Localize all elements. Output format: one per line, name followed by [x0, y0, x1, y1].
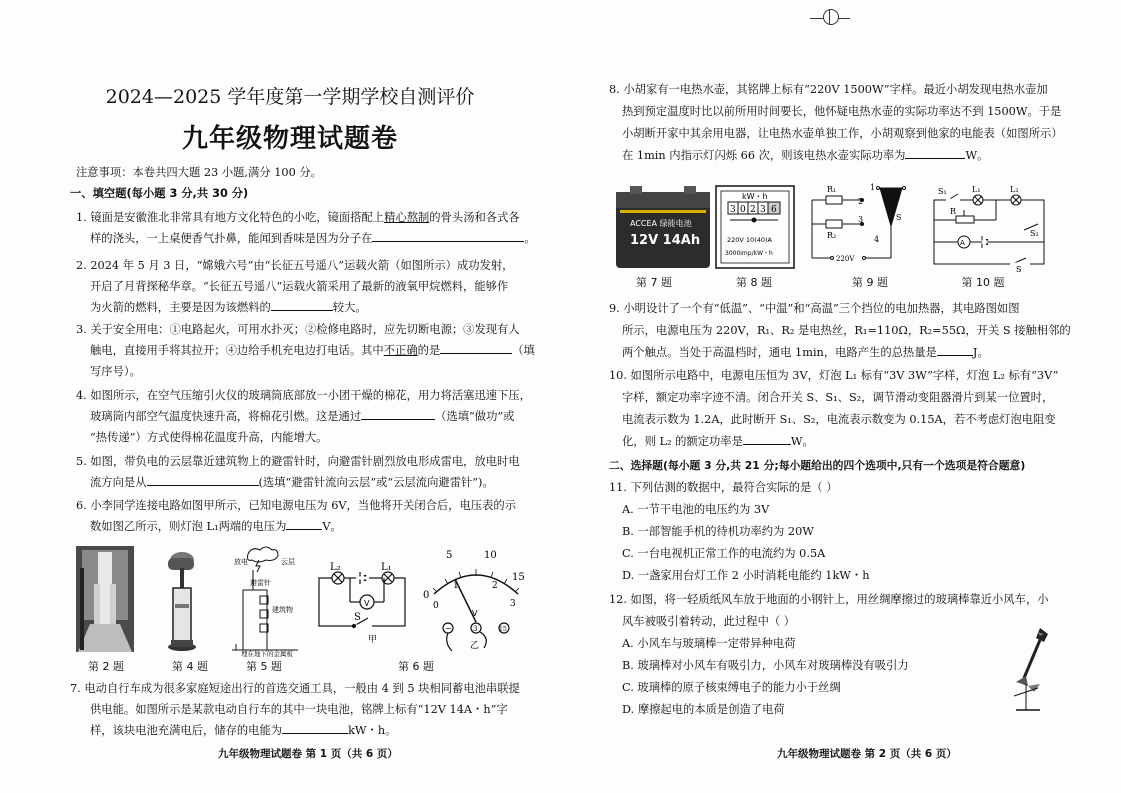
- meter-v-label: V: [472, 609, 478, 618]
- q1-answer-blank[interactable]: [372, 228, 524, 242]
- q4-line2: 玻璃筒内部空气温度快速升高，将棉花引燃。这是通过 （选填“做功”或: [90, 406, 514, 427]
- q5-line2: 流方向是从 (选填“避雷针流向云层”或“云层流向避雷针”)。: [90, 472, 494, 493]
- circuit-jia: [319, 572, 405, 628]
- q6-line1: 6. 小李同学连接电路如图甲所示，已知电源电压为 6V，当他将开关闭合后，电压表的示: [76, 499, 516, 512]
- battery-brand: ACCEA 绿能电池: [630, 219, 692, 228]
- caption-q8: 第 8 题: [736, 276, 772, 289]
- q4-line1: 4. 如图所示，在空气压缩引火仪的玻璃筒底部放一小团干燥的棉花，用力将活塞迅速下压，: [76, 389, 531, 402]
- q2-line2: 开启了月背探秘华章。“长征五号遥八”运载火箭采用了最新的液氧甲烷燃料，能够作: [90, 280, 509, 293]
- meter-small-1: 1: [453, 581, 459, 591]
- label-q10-s: S: [1016, 265, 1022, 274]
- q7-answer-blank[interactable]: [282, 720, 348, 734]
- q7-line1: 7. 电动自行车成为很多家庭短途出行的首选交通工具，一般由 4 到 5 块相同蓄电池串联提: [70, 682, 520, 695]
- q1-line2: 样的浇头，一上桌便香气扑鼻，能闻到香味是因为分子在 。: [90, 228, 536, 249]
- caption-q4: 第 4 题: [172, 660, 208, 673]
- meter-big-10: 10: [484, 550, 497, 561]
- q3-line2: 触电，直接用手将其拉开；④边给手机充电边打电话。其中不正确的是 （填: [90, 340, 535, 361]
- label-ground-plate: 埋在地下的金属板: [241, 650, 293, 658]
- q5-line1: 5. 如图，带负电的云层靠近建筑物上的避雷针时，向避雷针剧烈放电形成雷电，放电时电: [76, 455, 520, 468]
- battery-spec: 12V 14Ah: [630, 233, 701, 248]
- label-q10-l2: L₂: [1010, 185, 1019, 194]
- label-s2: S₂: [1030, 229, 1039, 238]
- q3-line3: 写序号）。: [90, 365, 141, 378]
- label-220v: 220V: [836, 255, 855, 263]
- page2-footer: 九年级物理试题卷 第 2 页（共 6 页）: [777, 748, 957, 760]
- q2-answer-blank[interactable]: [271, 297, 333, 311]
- q10-line4: 化，则 L₂ 的额定功率是 W。: [622, 431, 814, 452]
- q7-line2: 供电能。如图所示是某款电动自行车的其中一块电池，铭牌上标有“12V 14A・h”字: [90, 703, 508, 716]
- section-2-heading: 二、选择题(每小题 3 分,共 21 分;每小题给出的四个选项中,只有一个选项是符合题意): [609, 459, 1026, 472]
- contact-2: 2: [858, 197, 864, 206]
- q6-answer-blank[interactable]: [286, 516, 322, 530]
- label-v: V: [364, 599, 370, 608]
- meter-big-5: 5: [446, 550, 453, 561]
- meter-small-2: 2: [492, 581, 498, 591]
- q8-line4: 在 1min 内指示灯闪烁 66 次，则该电热水壶实际功率为 W。: [622, 145, 988, 166]
- q9-line2: 所示，电源电压为 220V，R₁、R₂ 是电热丝，R₁=110Ω，R₂=55Ω，开关 S 接触相邻的: [622, 324, 1071, 337]
- label-s: S: [354, 612, 361, 623]
- terminal-minus: −: [445, 624, 452, 633]
- meter-spec: 220V 10(40)A: [727, 236, 772, 244]
- pinwheel-figure: [1010, 626, 1054, 718]
- label-r1: R₁: [827, 185, 837, 194]
- q12-line1: 12. 如图，将一轻质纸风车放于地面的小钢针上，用丝绸摩擦过的玻璃棒靠近小风车，小: [609, 593, 1049, 606]
- label-r2: R₂: [827, 231, 837, 240]
- caption-q7: 第 7 题: [636, 276, 672, 289]
- label-ammeter: A: [960, 239, 965, 247]
- label-yi: 乙: [470, 641, 480, 651]
- label-rod: 避雷针: [250, 579, 271, 587]
- q9-answer-blank[interactable]: [937, 342, 973, 356]
- q10-answer-blank[interactable]: [743, 431, 791, 445]
- notice: 注意事项：本卷共四大题 23 小题,满分 100 分。: [76, 166, 322, 179]
- q10-line1: 10. 如图所示电路中，电源电压恒为 3V，灯泡 L₁ 标有“3V 3W”字样，灯泡 L₂ 标有“3V”: [609, 369, 1059, 382]
- label-building: 建筑物: [272, 606, 293, 614]
- q8-line2: 热到预定温度时比以前所用时间要长，他怀疑电热水壶的实际功率达不到 1500W。于是: [622, 105, 1062, 118]
- meter-digit-2: 0: [740, 205, 746, 215]
- label-discharge: 放电: [234, 558, 248, 566]
- q8-line3: 小胡断开家中其余用电器，让电热水壶单独工作，小胡观察到他家的电能表（如图所示）: [622, 127, 1063, 140]
- q8-answer-blank[interactable]: [905, 145, 965, 159]
- q11-stem: 11. 下列估测的数据中，最符合实际的是（ ）: [609, 481, 838, 494]
- q6-line2: 数如图乙所示，则灯泡 L₁两端的电压为 V。: [90, 516, 342, 537]
- meter-big-0: 0: [423, 590, 430, 601]
- meter-digit-4: 3: [760, 205, 766, 215]
- caption-q9: 第 9 题: [852, 276, 888, 289]
- label-cloud: 云层: [281, 558, 295, 566]
- switch-s: S: [896, 213, 902, 222]
- q9-line3: 两个触点。当处于高温档时，通电 1min，电路产生的总热量是 J。: [622, 342, 989, 363]
- exam-title: 九年级物理试题卷: [181, 124, 398, 154]
- q1-line1: 1. 镜面是安徽淮北非常具有地方文化特色的小吃，镜面搭配上精心熬制的骨头汤和各式各: [76, 211, 520, 224]
- terminal-15: 15: [499, 626, 507, 633]
- q10-line3: 电流表示数为 1.2A，此时断开 S₁、S₂，电流表示数变为 0.15A，若不考虑灯泡电阻变: [622, 413, 1056, 426]
- q5-answer-blank[interactable]: [147, 472, 259, 486]
- q4-answer-blank[interactable]: [361, 406, 435, 420]
- fire-syringe-figure: [168, 552, 196, 651]
- meter-rate: 3000imp/kW・h: [725, 250, 773, 257]
- caption-q10: 第 10 题: [961, 276, 1005, 289]
- meter-digit-5: 6: [771, 205, 777, 215]
- meter-digit-3: 2: [750, 205, 756, 215]
- page-1: [0, 0, 560, 793]
- q12-option-c[interactable]: C. 玻璃棒的原子核束缚电子的能力小于丝绸: [622, 681, 841, 694]
- q11-option-b[interactable]: B. 一部智能手机的待机功率约为 20W: [622, 525, 814, 538]
- label-jia: 甲: [368, 635, 378, 645]
- circuit-q10: [934, 194, 1044, 264]
- q7-line3: 样，该块电池充满电后，储存的电能为 kW・h。: [90, 720, 396, 741]
- meter-digit-1: 3: [730, 205, 736, 215]
- label-rheostat: R: [950, 207, 957, 216]
- q12-option-b[interactable]: B. 玻璃棒对小风车有吸引力，小风车对玻璃棒没有吸引力: [622, 659, 909, 672]
- q11-option-a[interactable]: A. 一节干电池的电压约为 3V: [622, 503, 770, 516]
- q2-line1: 2. 2024 年 5 月 3 日，“嫦娥六号”由“长征五号遥八”运载火箭（如图所示）成功发射，: [76, 259, 514, 272]
- contact-3: 3: [858, 215, 864, 224]
- page2-figures: [612, 180, 1054, 272]
- q11-option-d[interactable]: D. 一盏家用台灯工作 2 小时消耗电能约 1kW・h: [622, 569, 870, 582]
- q9-line1: 9. 小明设计了一个有“低温”、“中温”和“高温”三个挡位的电加热器，其电路图如图: [609, 302, 1020, 315]
- contact-4: 4: [874, 235, 880, 244]
- caption-q2: 第 2 题: [88, 660, 124, 673]
- q3-line1: 3. 关于安全用电：①电路起火，可用水扑灭；②检修电路时，应先切断电源；③发现有人: [76, 323, 520, 336]
- label-q10-l1: L₁: [972, 185, 981, 194]
- meter-small-0: 0: [433, 601, 439, 611]
- label-s1: S₁: [938, 187, 947, 196]
- q4-line3: “热传递”）方式使得棉花温度升高，内能增大。: [90, 431, 328, 444]
- label-l2: L₂: [330, 562, 341, 573]
- section-1-heading: 一、填空题(每小题 3 分,共 30 分): [70, 187, 249, 200]
- caption-q6: 第 6 题: [398, 660, 434, 673]
- meter-small-3: 3: [510, 599, 516, 609]
- page1-figures: [76, 544, 525, 658]
- q8-line1: 8. 小胡家有一电热水壶，其铭牌上标有“220V 1500W”字样。最近小胡发现电热水壶加: [609, 83, 1048, 96]
- meter-unit: kW・h: [742, 192, 768, 201]
- q12-option-d[interactable]: D. 摩擦起电的本质是创造了电荷: [622, 703, 785, 716]
- rocket-photo: [76, 546, 134, 652]
- q12-line2: 风车被吸引着转动，此过程中（ ）: [622, 615, 796, 628]
- page1-footer: 九年级物理试题卷 第 1 页（共 6 页）: [218, 748, 398, 760]
- label-l1: L₁: [381, 562, 392, 573]
- q10-line2: 字样，额定功率字迹不清。闭合开关 S、S₁、S₂，调节滑动变阻器滑片到某一位置时，: [622, 391, 1054, 404]
- q2-line3: 为火箭的燃料，主要是因为该燃料的 较大。: [90, 297, 367, 318]
- contact-1: 1: [870, 183, 876, 192]
- meter-big-15: 15: [512, 572, 525, 583]
- caption-q5: 第 5 题: [246, 660, 282, 673]
- q12-option-a[interactable]: A. 小风车与玻璃棒一定带异种电荷: [622, 637, 796, 650]
- q3-answer-blank[interactable]: [440, 340, 512, 354]
- q11-option-c[interactable]: C. 一台电视机正常工作的电流约为 0.5A: [622, 547, 826, 560]
- terminal-3: 3: [473, 625, 478, 633]
- exam-subtitle: 2024—2025 学年度第一学期学校自测评价: [105, 86, 475, 108]
